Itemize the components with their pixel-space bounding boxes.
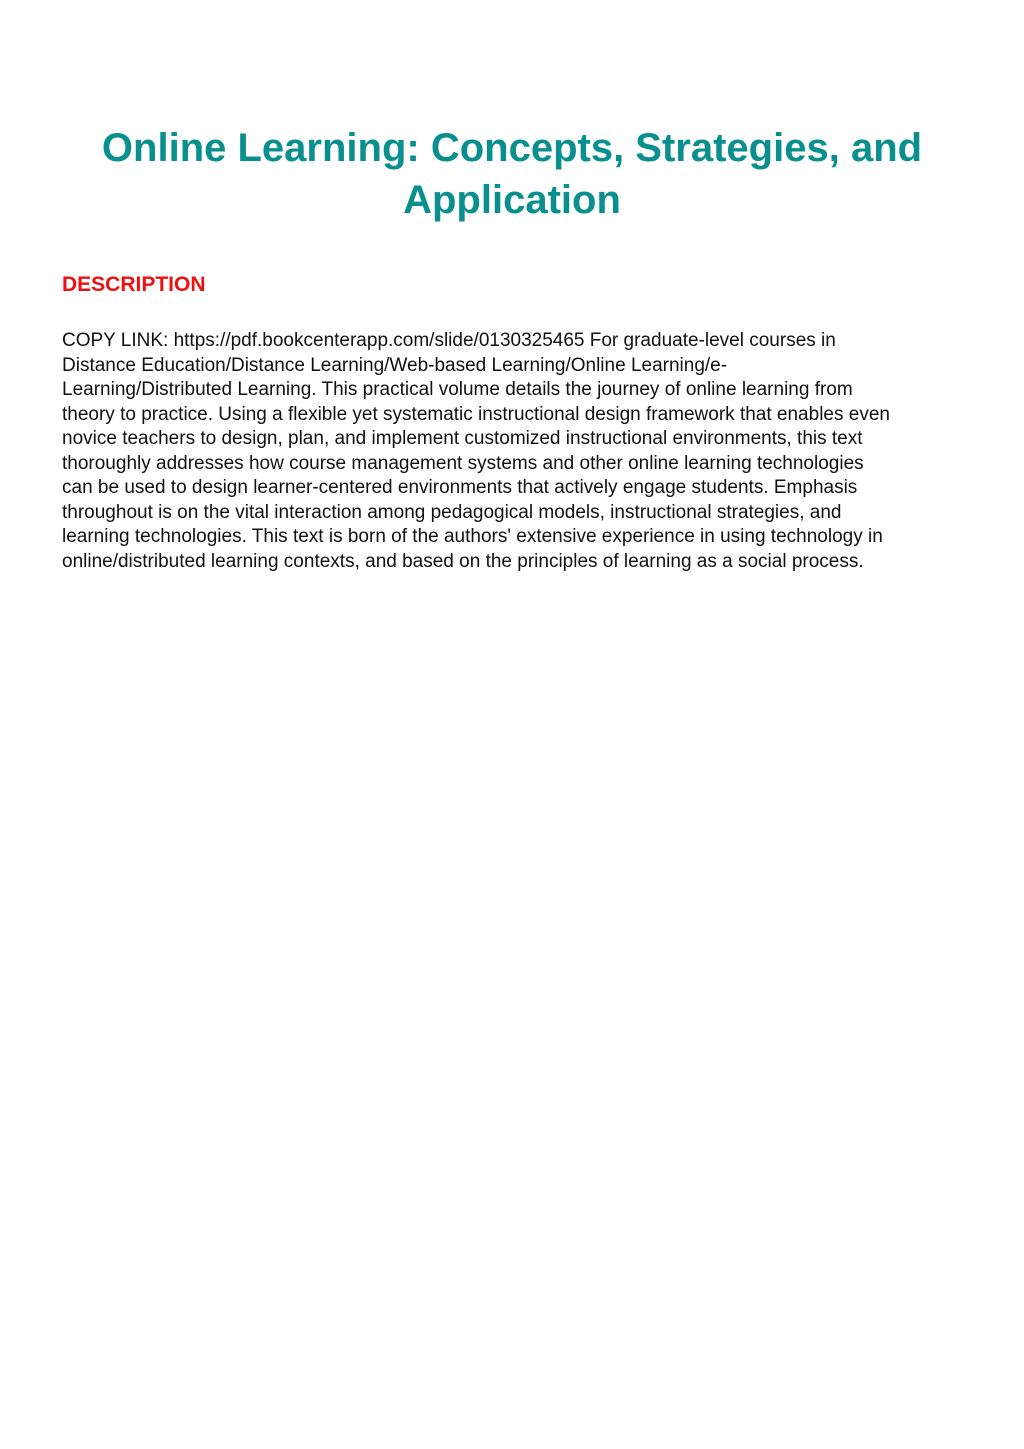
body-line: Learning/Distributed Learning. This practical volume details the journey of online learning from — [62, 379, 853, 400]
body-line: learning technologies. This text is born of the authors' extensive experience in using technology in — [62, 526, 883, 547]
body-line: thoroughly addresses how course management systems and other online learning technologies — [62, 452, 864, 474]
description-body — [62, 329, 967, 574]
body-line: COPY LINK: https://pdf.bookcenterapp.com/slide/0130325465 For graduate-level courses in — [62, 330, 836, 351]
body-line: novice teachers to design, plan, and implement customized instructional environments, this text — [62, 428, 863, 449]
body-line: online/distributed learning contexts, and based on the principles of learning as a social process. — [62, 550, 864, 572]
body-line: theory to practice. Using a flexible yet systematic instructional design framework that enables even — [62, 403, 890, 425]
body-line: Distance Education/Distance Learning/Web-based Learning/Online Learning/e- — [62, 354, 728, 376]
description-heading: DESCRIPTION — [62, 273, 206, 296]
body-line: can be used to design learner-centered environments that actively engage students. Emphasis — [62, 477, 858, 498]
page-title: Online Learning: Concepts, Strategies, and Application — [101, 126, 923, 222]
body-line: throughout is on the vital interaction among pedagogical models, instructional strategies, and — [62, 501, 842, 523]
